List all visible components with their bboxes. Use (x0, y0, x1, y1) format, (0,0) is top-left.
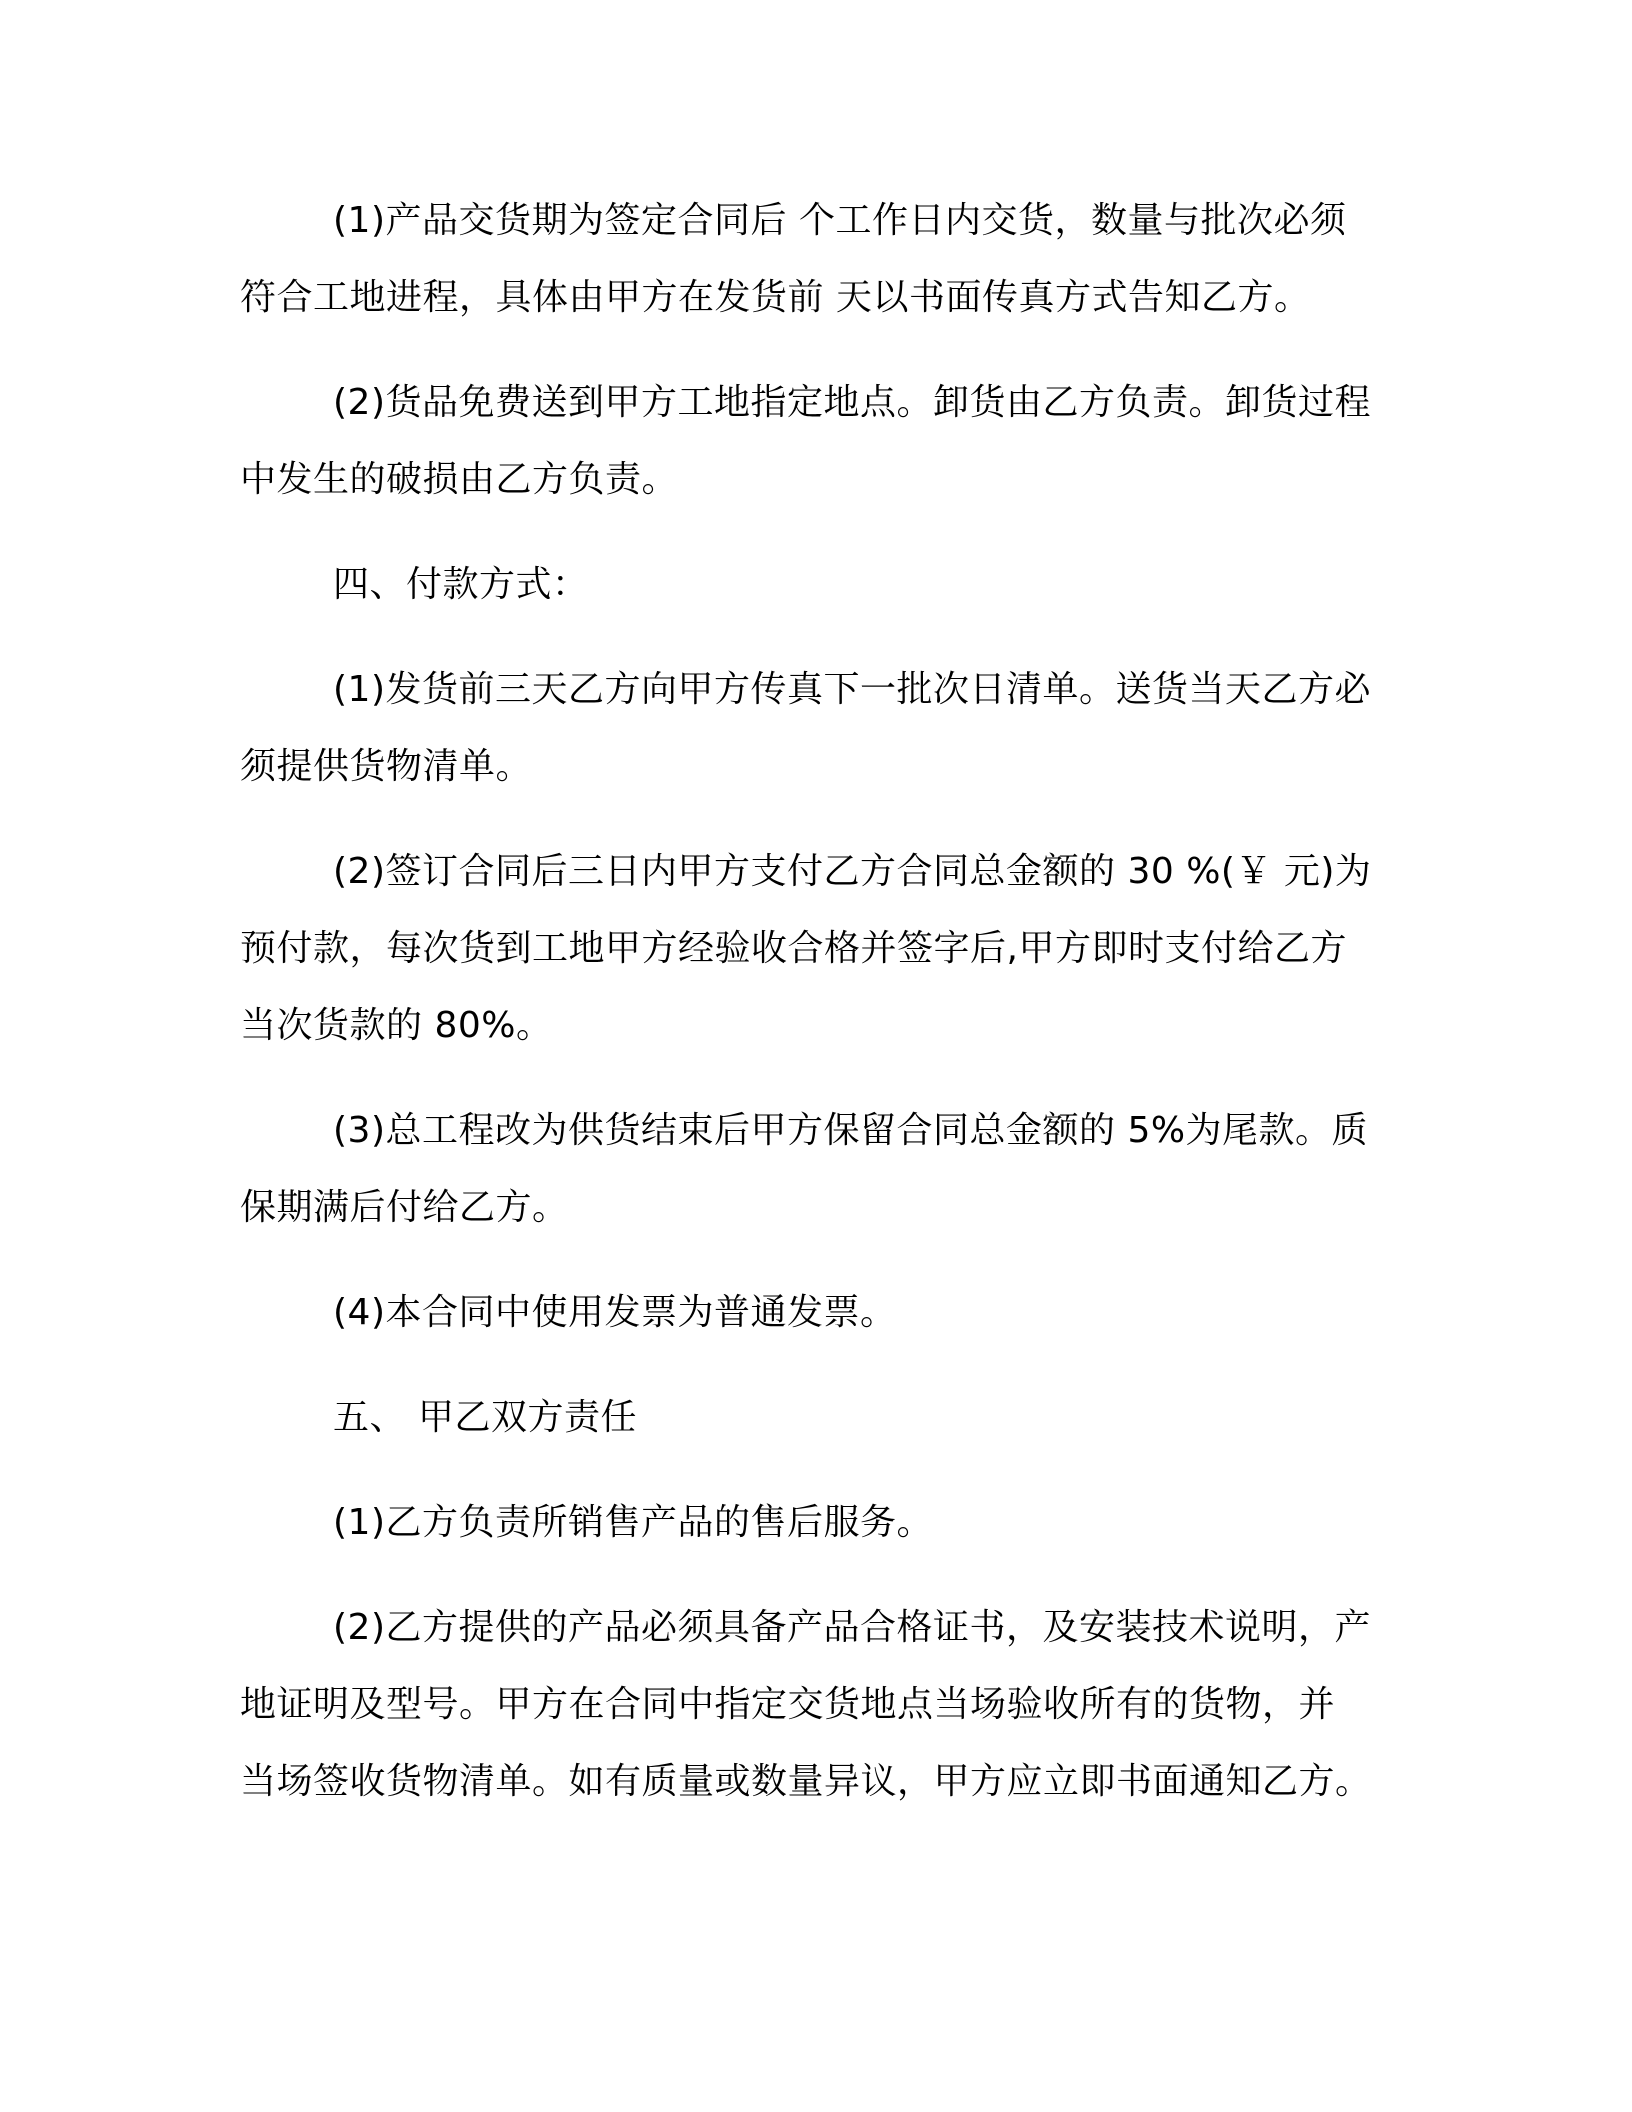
text-line: 预付款，每次货到工地甲方经验收合格并签字后,甲方即时支付给乙方 (240, 928, 1347, 969)
paragraph-retention (240, 1092, 1405, 1246)
paragraph-prepayment (240, 833, 1405, 1064)
text-line: (4)本合同中使用发票为普通发票。 (333, 1292, 897, 1333)
paragraph-invoice (240, 1274, 1405, 1351)
heading-line: 四、付款方式： (333, 564, 589, 605)
text-line: (1)产品交货期为签定合同后 个工作日内交货，数量与批次必须 (333, 200, 1347, 241)
text-line: 保期满后付给乙方。 (240, 1187, 569, 1228)
text-line: 须提供货物清单。 (240, 746, 533, 787)
text-line: 当场签收货物清单。如有质量或数量异议，甲方应立即书面通知乙方。 (240, 1761, 1372, 1802)
document-body (240, 182, 1405, 1848)
paragraph-free-delivery (240, 364, 1405, 518)
paragraph-certificates (240, 1589, 1405, 1820)
text-line: (2)乙方提供的产品必须具备产品合格证书，及安装技术说明，产 (333, 1607, 1371, 1648)
text-line: 当次货款的 80%。 (240, 1005, 553, 1046)
paragraph-fax-list (240, 651, 1405, 805)
heading-line: 五、 甲乙双方责任 (333, 1397, 637, 1438)
text-line: (2)签订合同后三日内甲方支付乙方合同总金额的 30 %(￥ 元)为 (333, 851, 1372, 892)
paragraph-delivery-period (240, 182, 1405, 336)
section-heading-payment (240, 546, 1405, 623)
text-line: 中发生的破损由乙方负责。 (240, 459, 679, 500)
text-line: 地证明及型号。甲方在合同中指定交货地点当场验收所有的货物，并 (240, 1684, 1336, 1725)
text-line: (3)总工程改为供货结束后甲方保留合同总金额的 5%为尾款。质 (333, 1110, 1369, 1151)
text-line: 符合工地进程，具体由甲方在发货前 天以书面传真方式告知乙方。 (240, 277, 1311, 318)
section-heading-responsibilities (240, 1379, 1405, 1456)
paragraph-after-sales (240, 1484, 1405, 1561)
text-line: (1)乙方负责所销售产品的售后服务。 (333, 1502, 933, 1543)
text-line: (2)货品免费送到甲方工地指定地点。卸货由乙方负责。卸货过程 (333, 382, 1371, 423)
text-line: (1)发货前三天乙方向甲方传真下一批次日清单。送货当天乙方必 (333, 669, 1371, 710)
